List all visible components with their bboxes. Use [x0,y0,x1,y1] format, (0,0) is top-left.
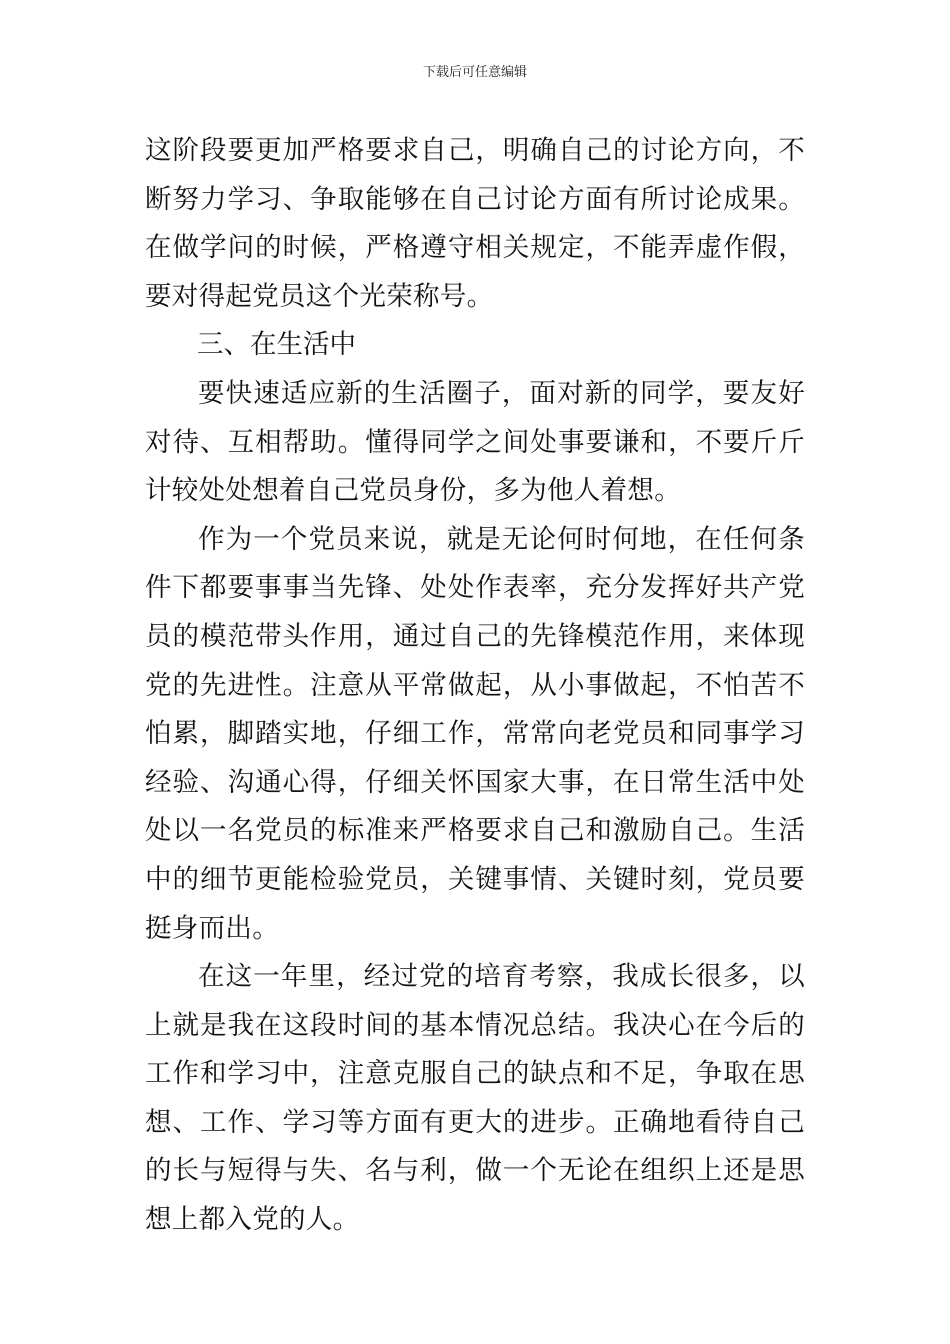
paragraph-party-member-role: 作为一个党员来说，就是无论何时何地，在任何条件下都要事事当先锋、处处作表率，充分发挥好共产党员的模范带头作用，通过自己的先锋模范作用，来体现党的先进性。注意从平常做起，从小事做起，不怕苦不怕累，脚踏实地，仔细工作，常常向老党员和同事学习经验、沟通心得，仔细关怀国家大事，在日常生活中处处以一名党员的标准来严格要求自己和激励自己。生活中的细节更能检验党员，关键事情、关键时刻，党员要挺身而出。 [145,523,805,944]
paragraph-new-circle: 要快速适应新的生活圈子，面对新的同学，要友好对待、互相帮助。懂得同学之间处事要谦和，不要斤斤计较处处想着自己党员身份，多为他人着想。 [145,377,805,507]
page-header-note: 下载后可任意编辑 [422,65,527,80]
paragraph-year-summary: 在这一年里，经过党的培育考察，我成长很多，以上就是我在这段时间的基本情况总结。我决心在今后的工作和学习中，注意克服自己的缺点和不足，争取在思想、工作、学习等方面有更大的进步。正确地看待自己的长与短得与失、名与利，做一个无论在组织上还是思想上都入党的人。 [145,961,805,1236]
paragraph-study-continuation: 这阶段要更加严格要求自己，明确自己的讨论方向，不断努力学习、争取能够在自己讨论方面有所讨论成果。在做学问的时候，严格遵守相关规定，不能弄虚作假，要对得起党员这个光荣称号。 [145,135,805,312]
document-body [145,127,805,1245]
section-heading-life: 三、在生活中 [197,329,356,361]
